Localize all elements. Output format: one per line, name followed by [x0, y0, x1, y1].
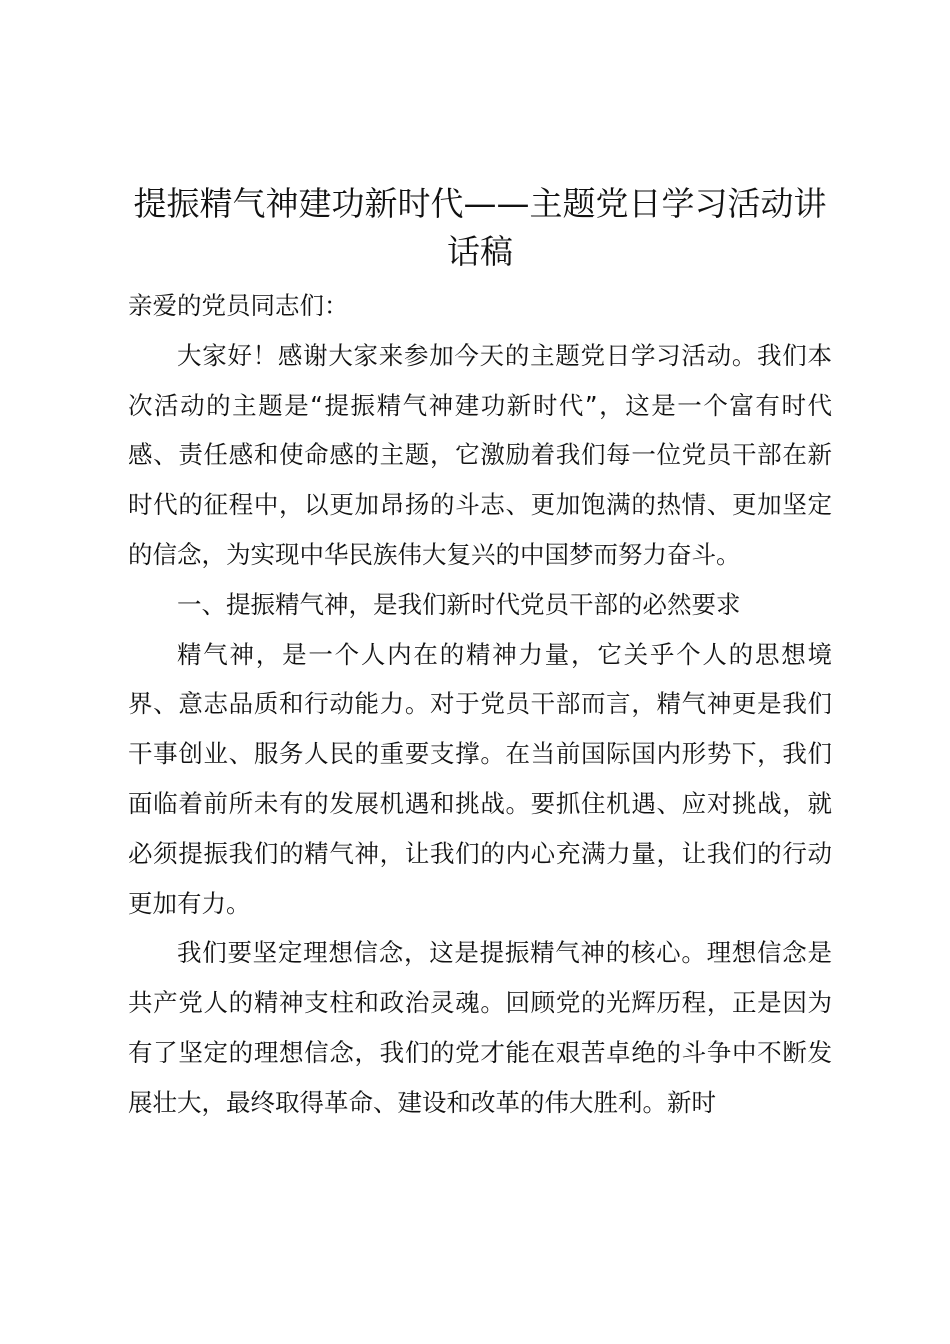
- paragraph-spirit: 精气神，是一个人内在的精神力量，它关乎个人的思想境界、意志品质和行动能力。对于党员干部而言，精气神更是我们干事创业、服务人民的重要支撑。在当前国际国内形势下，我们面临着前所未有的发展机遇和挑战。要抓住机遇、应对挑战，就必须提振我们的精气神，让我们的内心充满力量，让我们的行动更加有力。: [128, 639, 832, 918]
- section-heading-1: 一、提振精气神，是我们新时代党员干部的必然要求: [177, 589, 741, 619]
- paragraph-ideals: 我们要坚定理想信念，这是提振精气神的核心。理想信念是共产党人的精神支柱和政治灵魂。回顾党的光辉历程，正是因为有了坚定的理想信念，我们的党才能在艰苦卓绝的斗争中不断发展壮大，最终取得革命、建设和改革的伟大胜利。新时: [128, 938, 832, 1117]
- paragraph-intro: 大家好！感谢大家来参加今天的主题党日学习活动。我们本次活动的主题是“提振精气神建功新时代”，这是一个富有时代感、责任感和使命感的主题，它激励着我们每一位党员干部在新时代的征程中，以更加昂扬的斗志、更加饱满的热情、更加坚定的信念，为实现中华民族伟大复兴的中国梦而努力奋斗。: [128, 340, 832, 569]
- document-body: [128, 281, 832, 1128]
- document-title: 提振精气神建功新时代——主题党日学习活动讲话稿: [133, 184, 827, 271]
- salutation: 亲爱的党员同志们：: [128, 291, 349, 320]
